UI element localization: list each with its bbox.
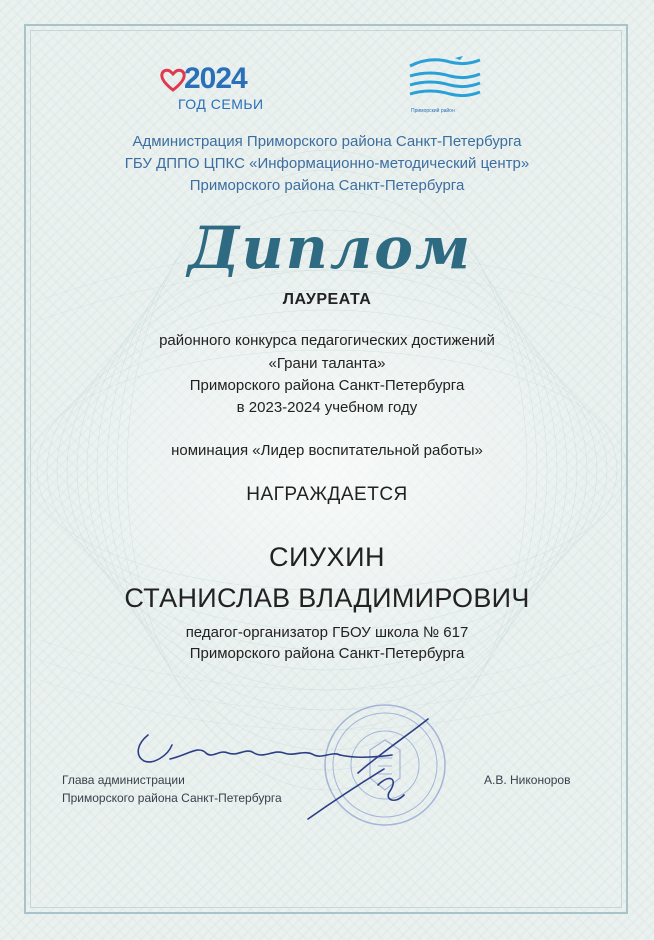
contest-line-4: в 2023-2024 учебном году [236,399,418,416]
waves-bird-icon [405,56,485,106]
signatory-title-1: Глава администрации [62,773,185,787]
heart-icon [160,68,186,92]
recipient-position-1: педагог-организатор ГБОУ школа № 617 [185,624,469,641]
header-line-2: ГБУ ДППО ЦПКС «Информационно-методический центр» [124,155,530,172]
recipient-position-2: Приморского района Санкт-Петербурга [189,645,465,662]
recipient-name: СТАНИСЛАВ ВЛАДИМИРОВИЧ [124,583,530,613]
recipient-surname: СИУХИН [269,542,385,572]
contest-line-1: районного конкурса педагогических достижений [159,332,495,349]
nomination: номинация «Лидер воспитательной работы» [171,442,483,459]
year-of-family-logo [160,60,270,120]
contest-line-3: Приморского района Санкт-Петербурга [189,377,465,394]
laureate-subtitle: ЛАУРЕАТА [282,291,372,308]
award-label: НАГРАЖДАЕТСЯ [246,484,408,505]
year-digits: 2024 [184,62,247,95]
contest-line-2: «Грани таланта» [268,355,386,372]
signatory-name: А.В. Никоноров [484,773,571,787]
diploma-title [160,210,500,290]
diploma-title-text: Диплом [187,214,473,282]
header-line-1: Администрация Приморского района Санкт-Петербурга [132,133,522,150]
year-subtitle: ГОД СЕМЬИ [178,96,264,112]
header-line-3: Приморского района Санкт-Петербурга [189,177,465,194]
center-logo-caption: Приморский район [411,108,455,114]
center-logo [405,56,485,116]
signatory-title-2: Приморского района Санкт-Петербурга [62,791,282,805]
